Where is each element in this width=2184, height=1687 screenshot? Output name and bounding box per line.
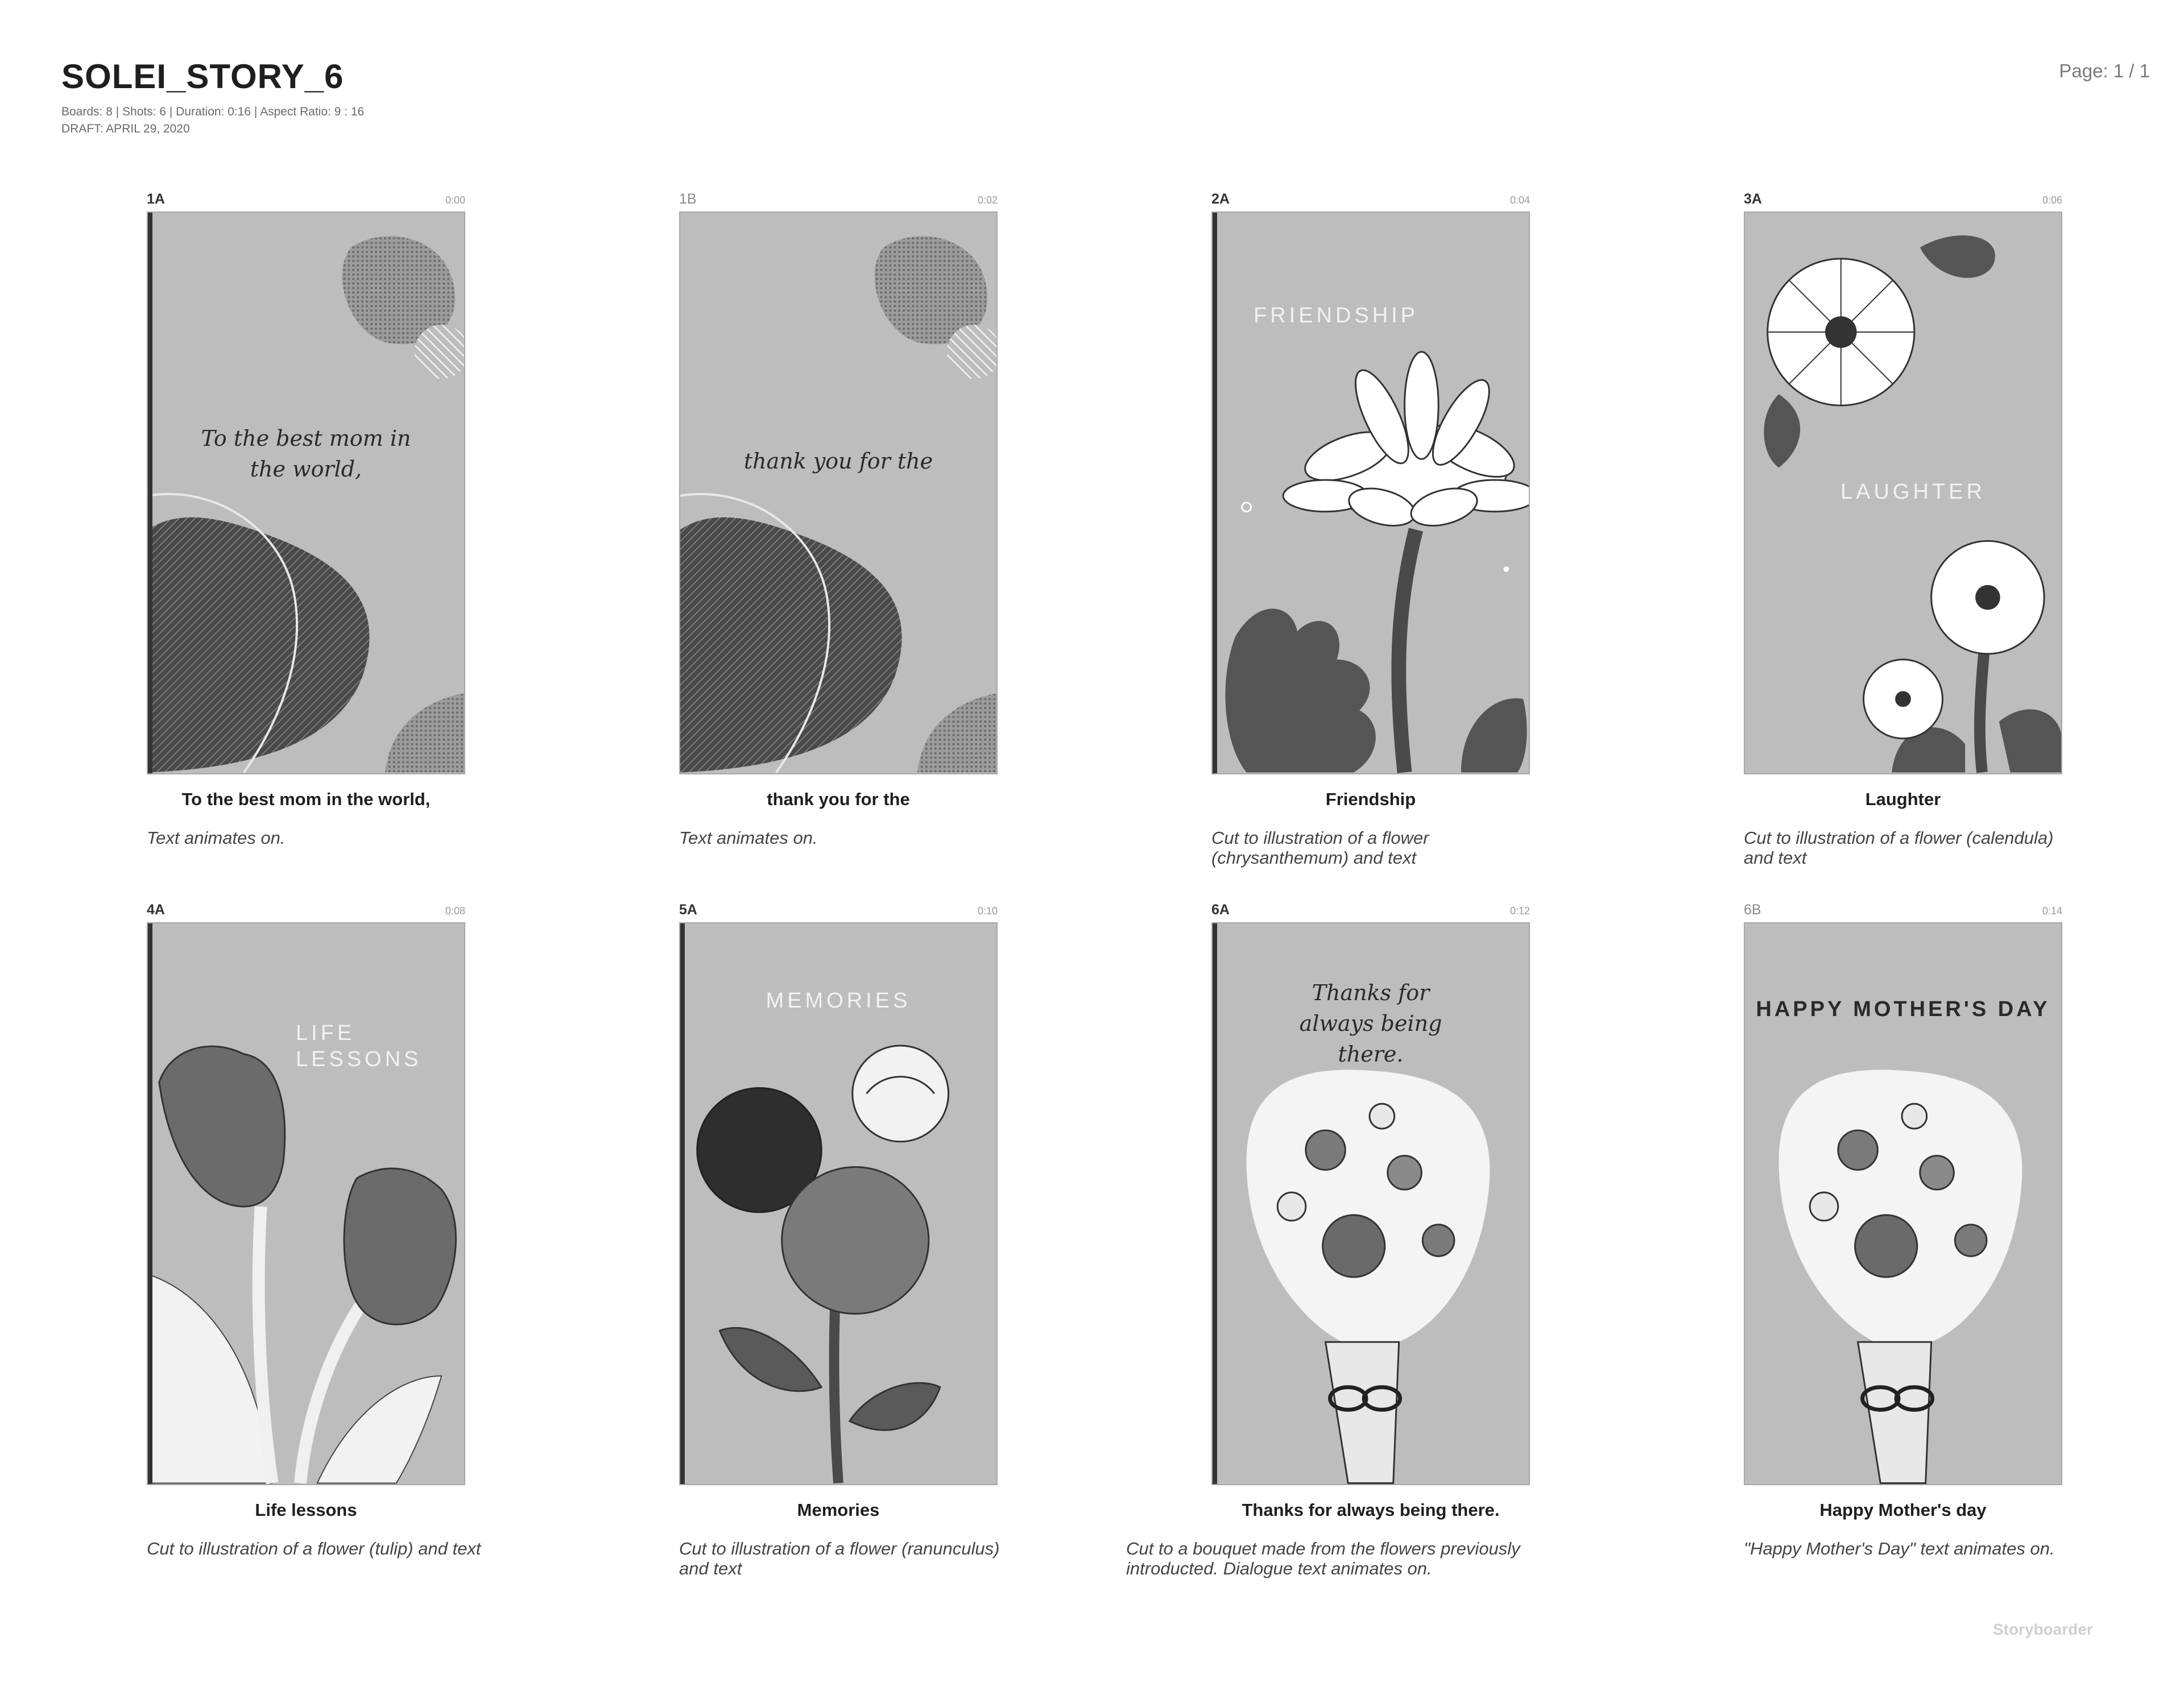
board-id: 2A (1211, 191, 1230, 207)
storyboarder-logo: Storyboarder (1993, 1620, 2093, 1638)
board-description: Text animates on. (679, 828, 818, 848)
page-number: Page: 1 / 1 (2059, 60, 2150, 81)
frame-text: Thanks for always being there. (1299, 980, 1442, 1067)
board-frame[interactable] (147, 212, 465, 774)
frame-text: LIFE LESSONS (296, 1021, 422, 1071)
board-frame[interactable] (1744, 212, 2062, 774)
board-time: 0:06 (2042, 194, 2062, 206)
board-id: 6B (1744, 902, 1761, 918)
shot-bar (147, 922, 152, 1485)
board-title: To the best mom in the world, (181, 789, 431, 809)
board-frame[interactable] (679, 212, 998, 774)
tulip-illustration (148, 923, 464, 1484)
shot-bar (147, 212, 152, 774)
board-time: 0:10 (977, 905, 998, 917)
board-title: Thanks for always being there. (1242, 1500, 1500, 1520)
board-description: Cut to illustration of a flower (chrysanthemum) and text (1211, 828, 1429, 868)
frame-text: MEMORIES (766, 989, 911, 1013)
board-time: 0:08 (445, 905, 465, 917)
blob-illustration (680, 213, 996, 773)
board-description: Cut to a bouquet made from the flowers previously introducted. Dialogue text animates on. (1126, 1539, 1520, 1578)
board-description: Cut to illustration of a flower (tulip) and text (147, 1539, 481, 1558)
board-time: 0:04 (1509, 194, 1530, 206)
board-title: Friendship (1325, 789, 1416, 809)
frame-text: LAUGHTER (1840, 480, 1986, 504)
board-title: Happy Mother's day (1819, 1500, 1987, 1520)
meta-line-2: DRAFT: APRIL 29, 2020 (61, 122, 190, 135)
board-frame[interactable] (679, 922, 998, 1485)
board-frame[interactable] (147, 922, 465, 1485)
board-title: Memories (797, 1500, 880, 1520)
chrysanthemum-illustration (1213, 213, 1529, 773)
board-frame[interactable] (1744, 922, 2062, 1485)
board-time: 0:00 (445, 194, 465, 206)
board-title: Life lessons (255, 1500, 357, 1520)
board-id: 3A (1744, 191, 1762, 207)
board-frame[interactable] (1211, 212, 1530, 774)
board-time: 0:02 (977, 194, 998, 206)
storyboard-title: SOLEI_STORY_6 (61, 57, 344, 96)
board-id: 6A (1211, 902, 1230, 918)
board-title: thank you for the (767, 789, 910, 809)
board-id: 1A (147, 191, 165, 207)
board-description: Cut to illustration of a flower (calendula) and text (1744, 828, 2054, 868)
frame-text: To the best mom in the world, (201, 426, 411, 482)
storyboard-meta (61, 103, 364, 138)
board-frame[interactable] (1211, 922, 1530, 1485)
blob-illustration (148, 213, 464, 773)
board-description: Text animates on. (147, 828, 286, 848)
board-id: 1B (679, 191, 697, 207)
board-title: Laughter (1865, 789, 1941, 809)
shot-bar (1211, 212, 1217, 774)
frame-text: HAPPY MOTHER'S DAY (1756, 997, 2050, 1021)
frame-text: FRIENDSHIP (1254, 304, 1419, 328)
board-time: 0:12 (1509, 905, 1530, 917)
board-id: 4A (147, 902, 165, 918)
board-id: 5A (679, 902, 697, 918)
meta-line-1: Boards: 8 | Shots: 6 | Duration: 0:16 | Aspect Ratio: 9 : 16 (61, 105, 365, 118)
board-description: Cut to illustration of a flower (ranunculus) and text (679, 1539, 1000, 1578)
frame-text: thank you for the (743, 449, 933, 474)
board-time: 0:14 (2042, 905, 2062, 917)
board-description: "Happy Mother's Day" text animates on. (1744, 1539, 2055, 1558)
